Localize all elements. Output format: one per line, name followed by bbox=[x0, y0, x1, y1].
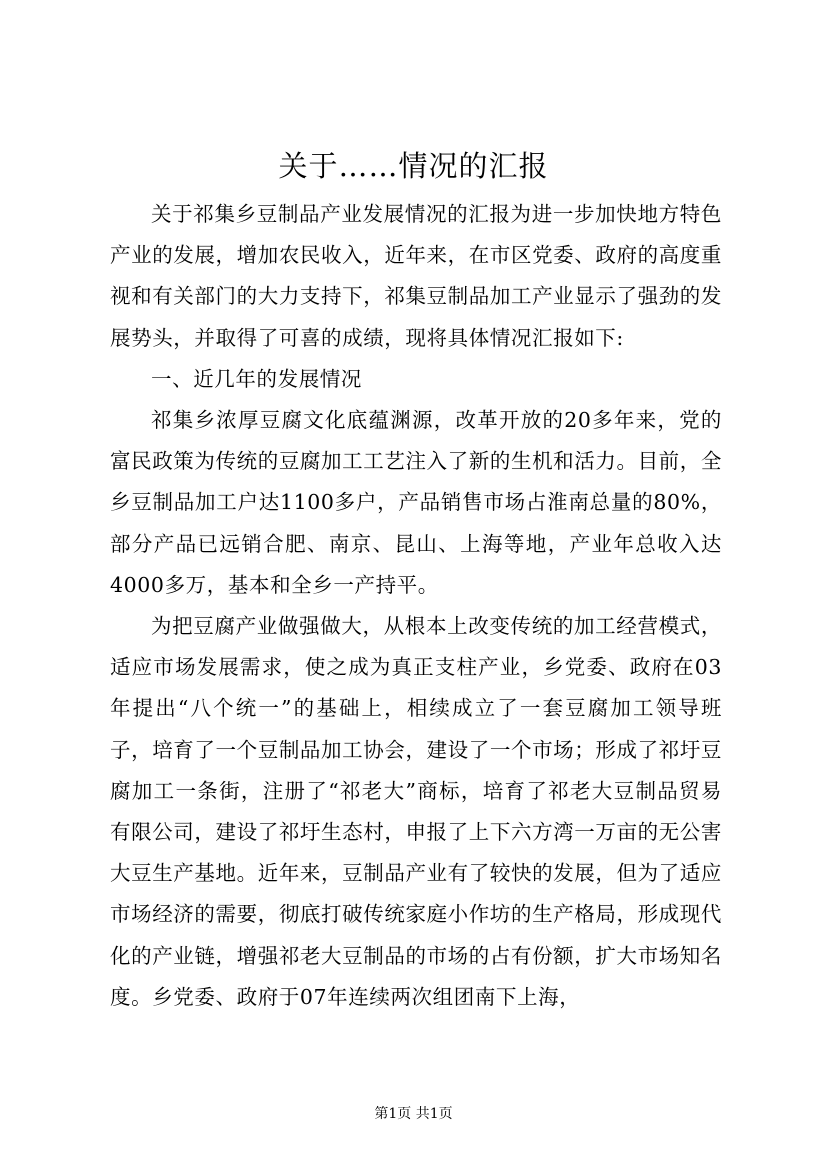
page-number-footer: 第1页 共1页 bbox=[374, 1106, 453, 1122]
document-body bbox=[110, 194, 722, 1018]
paragraph-development: 祁集乡浓厚豆腐文化底蕴渊源，改革开放的20多年来，党的富民政策为传统的豆腐加工工艺注入了新的生机和活力。目前，全乡豆制品加工户达1100多户，产品销售市场占淮南总量的80%，部分产品已远销合肥、南京、昆山、上海等地，产业年总收入达4000多万，基本和全乡一产持平。 bbox=[110, 408, 722, 597]
document-title: 关于……情况的汇报 bbox=[278, 149, 549, 183]
section-heading: 一、近几年的发展情况 bbox=[151, 366, 362, 391]
paragraph-measures: 为把豆腐产业做强做大，从根本上改变传统的加工经营模式，适应市场发展需求，使之成为真正支柱产业，乡党委、政府在03年提出“八个统一”的基础上，相续成立了一套豆腐加工领导班子，培育了一个豆制品加工协会，建设了一个市场；形成了祁圩豆腐加工一条街，注册了“祁老大”商标，培育了祁老大豆制品贸易有限公司，建设了祁圩生态村，申报了上下六方湾一万亩的无公害大豆生产基地。近年来，豆制品产业有了较快的发展，但为了适应市场经济的需要，彻底打破传统家庭小作坊的生产格局，形成现代化的产业链，增强祁老大豆制品的市场的占有份额，扩大市场知名度。乡党委、政府于07年连续两次组团南下上海， bbox=[110, 614, 722, 1009]
paragraph-intro: 关于祁集乡豆制品产业发展情况的汇报为进一步加快地方特色产业的发展，增加农民收入，近年来，在市区党委、政府的高度重视和有关部门的大力支持下，祁集豆制品加工产业显示了强劲的发展势头，并取得了可喜的成绩，现将具体情况汇报如下: bbox=[110, 202, 722, 350]
